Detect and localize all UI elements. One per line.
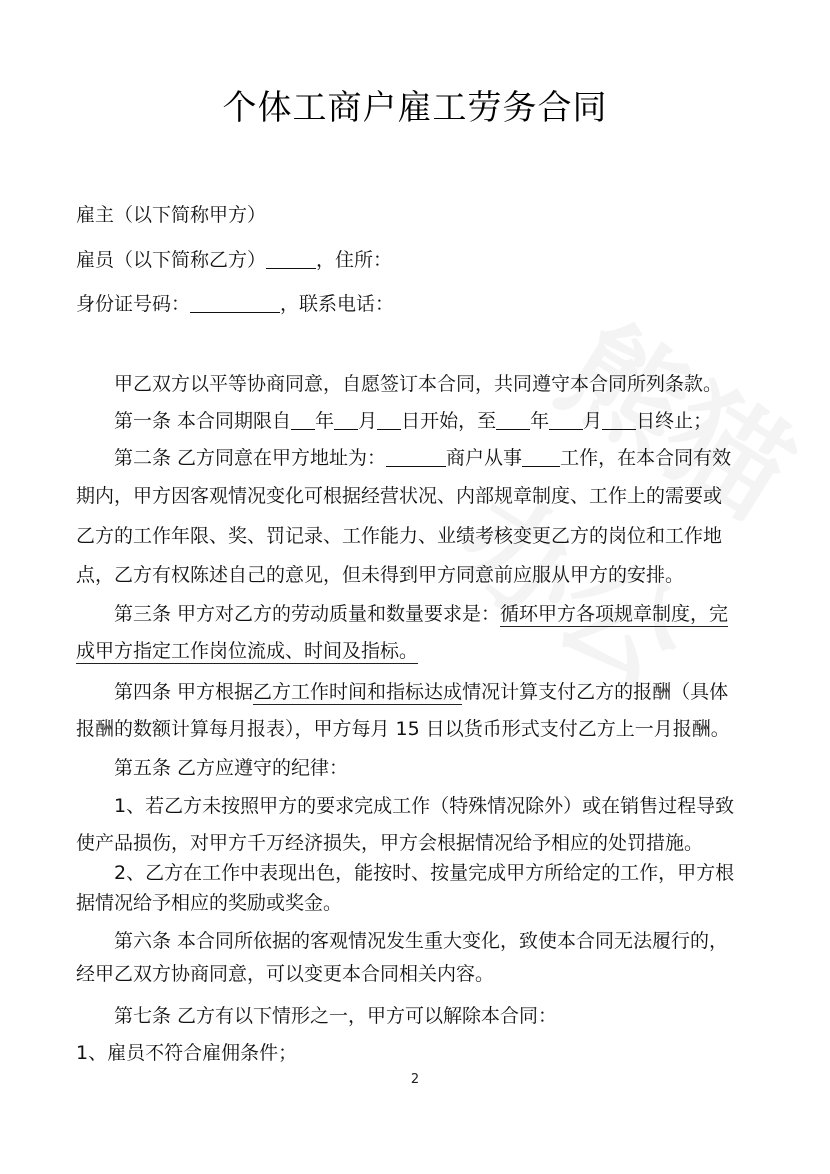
phone-label: ，联系电话： <box>280 293 395 315</box>
art2-text-b: 商户从事 <box>446 447 523 469</box>
art3-requirement-a: 循环甲方各项规章制度，完 <box>500 603 729 625</box>
article-5-item-2-line-1: 2、乙方在工作中表现出色，能按时、按量完成甲方所给定的工作，甲方根 <box>114 862 735 884</box>
art4-text-c: 情况计算支付乙方的报酬（具体 <box>462 681 729 703</box>
article-7-item-1: 1、雇员不符合雇佣条件； <box>76 1042 298 1064</box>
article-5-heading: 第五条 乙方应遵守的纪律： <box>114 757 349 779</box>
id-line <box>76 291 766 317</box>
article-6-line-1: 第六条 本合同所依据的客观情况发生重大变化，致使本合同无法履行的， <box>114 930 729 952</box>
article-3-line-2 <box>76 638 766 664</box>
address-blank <box>386 446 446 467</box>
article-5-item-1-line-2: 使产品损伤，对甲方千万经济损失，甲方会根据情况给予相应的处罚措施。 <box>76 832 704 854</box>
article-6-line-2: 经甲乙双方协商同意，可以变更本合同相关内容。 <box>76 963 495 985</box>
article-2-line-3: 乙方的工作年限、奖、罚记录、工作能力、业绩考核变更乙方的岗位和工作地 <box>76 525 723 547</box>
art1-start: 日开始，至 <box>401 410 497 432</box>
article-2-line-2: 期内，甲方因客观情况变化可根据经营状况、内部规章制度、工作上的需要或 <box>76 485 723 507</box>
article-7-heading: 第七条 乙方有以下情形之一，甲方可以解除本合同： <box>114 1005 558 1027</box>
art1-month2: 月 <box>583 410 603 432</box>
page-number: 2 <box>410 1072 420 1087</box>
article-2-line-1 <box>114 445 766 471</box>
article-3-line-1 <box>114 601 766 627</box>
address-label: ，住所： <box>316 249 393 271</box>
article-1 <box>114 408 766 434</box>
id-label: 身份证号码： <box>76 293 191 315</box>
id-number-blank <box>190 292 280 313</box>
employer-line <box>76 202 766 228</box>
art4-basis: 乙方工作时间和指标达成 <box>253 681 463 703</box>
art1-year2: 年 <box>530 410 550 432</box>
start-day-blank <box>377 409 401 430</box>
article-2-line-4: 点，乙方有权陈述自己的意见，但未得到甲方同意前应服从甲方的安排。 <box>76 564 685 586</box>
document-title: 个体工商户雇工劳务合同 <box>222 88 608 128</box>
article-4-line-2: 报酬的数额计算每月报表），甲方每月 15 日以货币形式支付乙方上一月报酬。 <box>76 718 730 740</box>
article-4-line-1 <box>114 679 766 705</box>
art1-end: 日终止； <box>636 410 713 432</box>
art1-month: 月 <box>358 410 378 432</box>
art4-text-a: 第四条 甲方根据 <box>114 681 254 703</box>
art2-text-a: 第二条 乙方同意在甲方地址为： <box>114 447 387 469</box>
employee-label: 雇员（以下简称乙方） <box>76 249 267 271</box>
art1-year: 年 <box>315 410 335 432</box>
art2-text-c: 工作，在本合同有效 <box>560 447 732 469</box>
article-5-item-2-line-2: 据情况给予相应的奖励或奖金。 <box>76 892 343 914</box>
end-day-blank <box>602 409 636 430</box>
art3-requirement-b: 成甲方指定工作岗位流成、时间及指标。 <box>76 640 419 662</box>
art3-text-a: 第三条 甲方对乙方的劳动质量和数量要求是： <box>114 603 501 625</box>
article-5-item-1-line-1: 1、若乙方未按照甲方的要求完成工作（特殊情况除外）或在销售过程导致 <box>114 795 735 817</box>
end-year-blank <box>496 409 530 430</box>
art1-text: 第一条 本合同期限自 <box>114 410 292 432</box>
start-month-blank <box>334 409 358 430</box>
job-blank <box>522 446 560 467</box>
employer-label: 雇主（以下简称甲方） <box>76 204 267 226</box>
start-year-blank <box>291 409 315 430</box>
employee-line <box>76 247 766 273</box>
intro-paragraph: 甲乙双方以平等协商同意，自愿签订本合同，共同遵守本合同所列条款。 <box>114 373 723 395</box>
employee-name-blank <box>266 248 316 269</box>
end-month-blank <box>549 409 583 430</box>
